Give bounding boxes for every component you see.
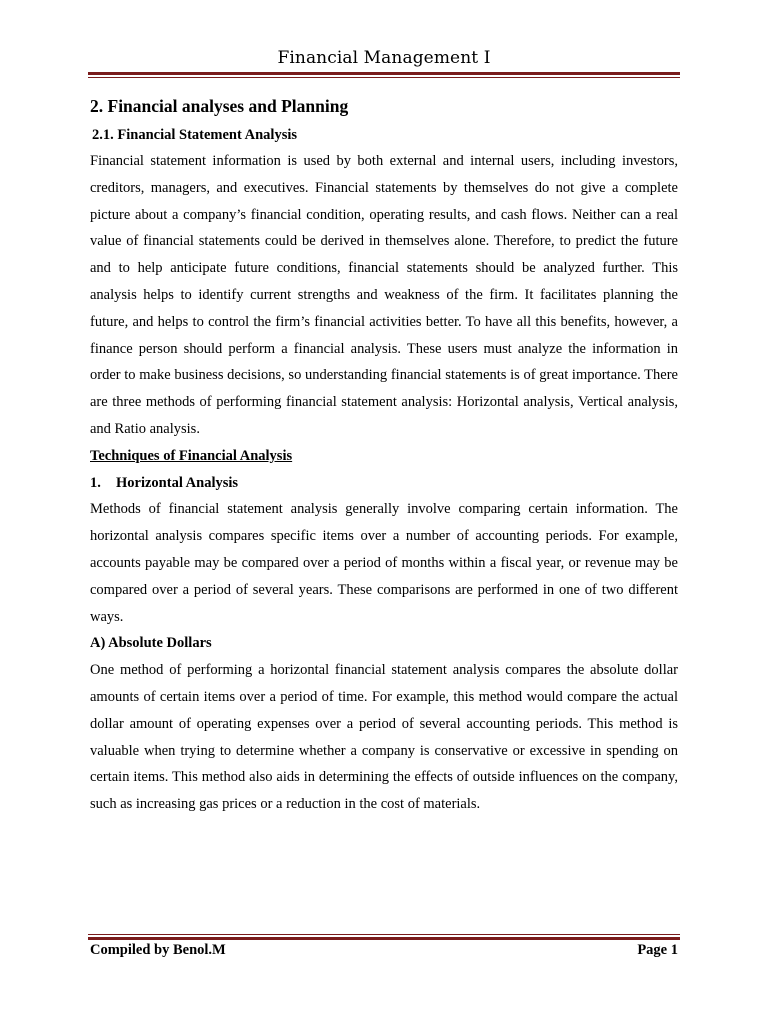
intro-paragraph: Financial statement information is used by both external and internal users, including investors, creditors, managers, and executives. Financial statements by themselves do not give a complete picture about a company’s financial condition, operating results, and cash flows. Neither can a real value of financial statements could be derived in themselves alone. Therefore, to predict the future and to help anticipate future conditions, financial statements should be analyzed further. This analysis helps to identify current strengths and weakness of the firm. It facilitates planning the future, and helps to control the firm’s financial activities better. To have all this benefits, however, a finance person should perform a financial analysis. These users must analyze the information in order to make business decisions, so understanding financial statements is of great importance. There are three methods of performing financial statement analysis: Horizontal analysis, Vertical analysis, and Ratio analysis. [90,153,678,437]
horizontal-analysis-heading [90,470,678,497]
horizontal-analysis-title: Horizontal Analysis [116,474,239,491]
page-header-title: Financial Management I [277,48,491,68]
subsection-title: 2.1. Financial Statement Analysis [92,127,298,143]
footer-compiled-by: Compiled by Benol.M [90,942,226,958]
page-footer [90,942,678,959]
techniques-heading: Techniques of Financial Analysis [90,447,293,464]
header-rule-thin [88,77,680,78]
footer-rule-thick [88,937,680,940]
absolute-dollars-heading: A) Absolute Dollars [90,635,212,652]
horizontal-analysis-paragraph: Methods of financial statement analysis generally involve comparing certain information. The horizontal analysis compares specific items over a number of accounting periods. For example, accounts payable may be compared over a period of months within a fiscal year, or revenue may be compared over a period of several years. These comparisons are performed in one of two different ways. [90,501,678,625]
document-body [90,92,678,818]
section-title: 2. Financial analyses and Planning [90,96,349,116]
absolute-dollars-paragraph: One method of performing a horizontal financial statement analysis compares the absolute dollar amounts of certain items over a period of time. For example, this method would compare the actual dollar amount of operating expenses over a period of several accounting periods. This method is valuable when trying to determine whether a company is conservative or excessive in spending on certain items. This method also aids in determining the effects of outside influences on the company, such as increasing gas prices or a reduction in the cost of materials. [90,662,678,813]
horizontal-analysis-number: 1. [90,474,101,491]
header-rule-thick [88,72,680,75]
footer-page-number: Page 1 [637,942,678,958]
footer-rule-thin [88,934,680,935]
